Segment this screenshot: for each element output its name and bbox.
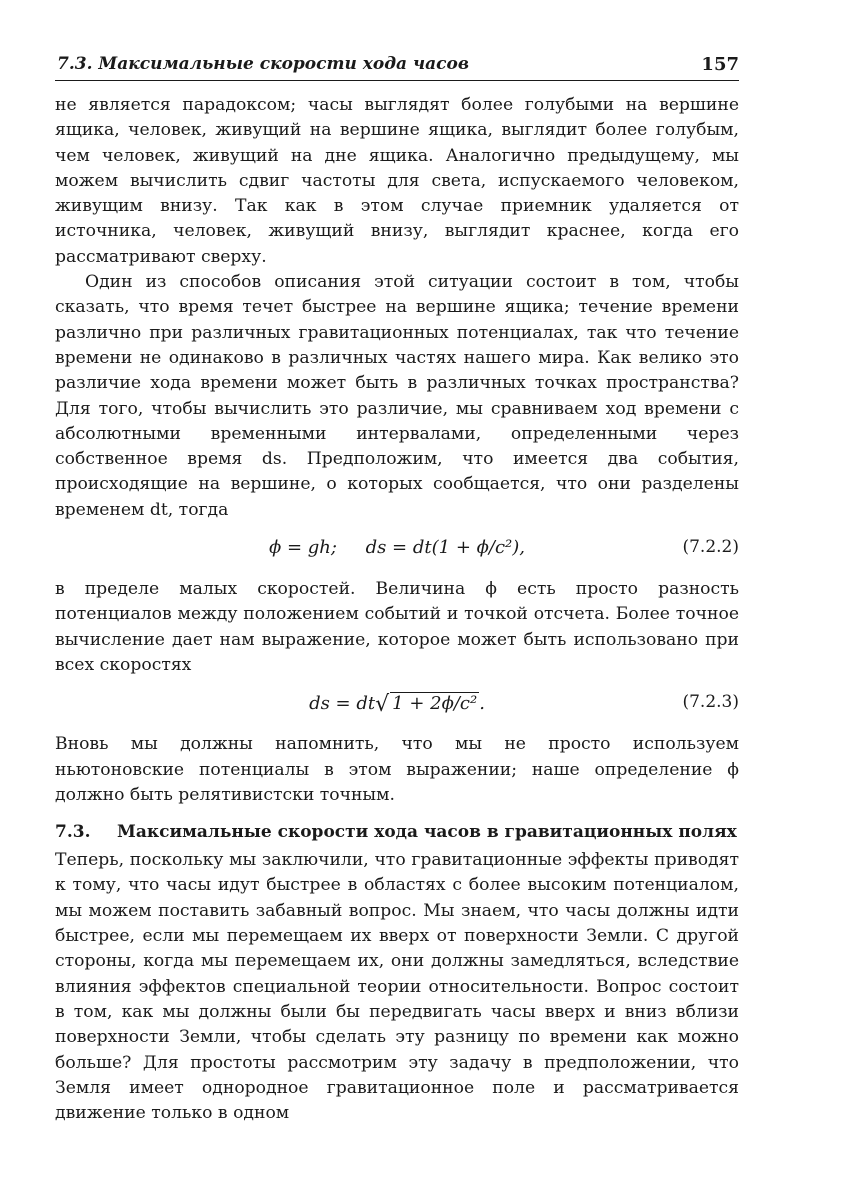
paragraph-1: не является парадоксом; часы выглядят более голубыми на вершине ящика, человек, живущий на вершине ящика, выглядит более голубым, чем человек, живущий на дне ящика. Аналогично предыдущему, мы можем вычислить сдвиг частоты для света, испускаемого человеком, живущим внизу. Так как в этом случае приемник удаляется от источника, человек, живущий внизу, выглядит краснее, когда его рассматривают сверху.: [55, 95, 739, 267]
equation-7-2-3-radicand: 1 + 2ϕ/c²: [392, 693, 478, 715]
equation-7-2-2-right: ds = dt(1 + ϕ/c²),: [365, 537, 525, 559]
paragraph-2: Один из способов описания этой ситуации состоит в том, чтобы сказать, что время течет быстрее на вершине ящика; течение времени различно при различных гравитационных потенциалах, так что течение времени не одинаково в различных частях нашего мира. Как велико это различие хода времени может быть в различных точках пространства? Для того, чтобы вычислить это различие, мы сравниваем ход времени с абсолютными временными интервалами, определенными через собственное время ds. Предположим, что имеется два события, происходящие на вершине, о которых сообщается, что они разделены временем dt, тогда: [55, 272, 739, 520]
section-title: Максимальные скорости хода часов в гравитационных полях: [117, 822, 737, 843]
paragraph-5: Теперь, поскольку мы заключили, что гравитационные эффекты приводят к тому, что часы идут быстрее в областях с более высоким потенциалом, мы можем поставить забавный вопрос. Мы знаем, что часы должны идти быстрее, если мы перемещаем их вверх от поверхности Земли. С другой стороны, когда мы перемещаем их, они должны замедляться, вследствие влияния эффектов специальной теории относительности. Вопрос состоит в том, как мы должны были бы передвигать часы вверх и вниз вблизи поверхности Земли, чтобы сделать эту разницу по времени как можно больше? Для простоты рассмотрим эту задачу в предположении, что Земля имеет однородное гравитационное поле и рассматривается движение только в одном: [55, 850, 739, 1124]
section-heading: [55, 820, 739, 844]
equation-7-2-2-body: [55, 537, 739, 558]
equation-7-2-3: [55, 678, 739, 732]
page-number: 157: [701, 54, 739, 75]
running-head-title: 7.3. Максимальные скорости хода часов: [57, 54, 470, 74]
equation-7-2-3-left: ds = dt: [309, 693, 376, 715]
radical-sign: √: [375, 692, 390, 718]
running-head: [55, 48, 739, 81]
equation-7-2-3-number: (7.2.3): [682, 692, 739, 713]
equation-7-2-2-left: ϕ = gh;: [268, 537, 337, 559]
equation-7-2-3-period: .: [479, 693, 485, 715]
paragraph-4: Вновь мы должны напомнить, что мы не просто используем ньютоновские потенциалы в этом выражении; наше определение ϕ должно быть релятивистски точным.: [55, 734, 739, 805]
equation-7-2-2-number: (7.2.2): [682, 537, 739, 558]
equation-7-2-3-body: [55, 692, 739, 717]
section-number: 7.3.: [55, 822, 91, 843]
book-page: [55, 48, 739, 1126]
paragraph-3: в пределе малых скоростей. Величина ϕ есть просто разность потенциалов между положением событий и точкой отсчета. Более точное вычисление дает нам выражение, которое может быть использовано при всех скоростях: [55, 579, 739, 675]
equation-7-2-2: [55, 523, 739, 577]
